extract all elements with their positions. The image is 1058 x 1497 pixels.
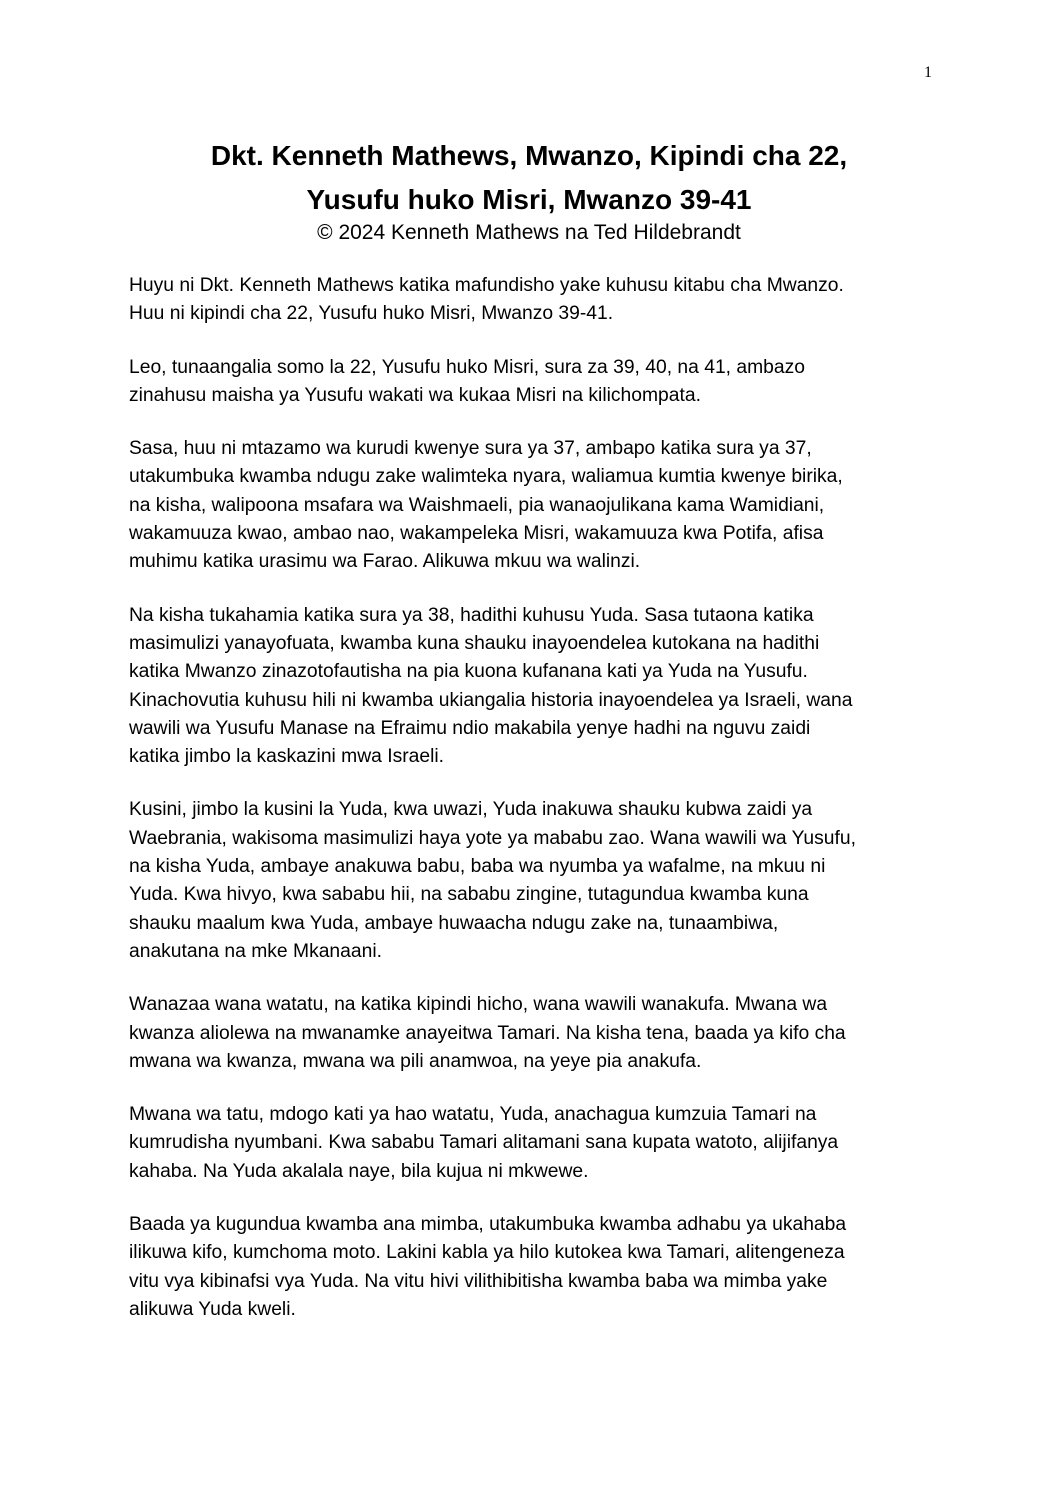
paragraph: Huyu ni Dkt. Kenneth Mathews katika mafundisho yake kuhusu kitabu cha Mwanzo. Huu ni kipindi cha 22, Yusufu huko Misri, Mwanzo 39-41.	[129, 275, 844, 325]
paragraph: Kusini, jimbo la kusini la Yuda, kwa uwazi, Yuda inakuwa shauku kubwa zaidi ya Waebrania, wakisoma masimulizi haya yote ya mababu zao. Wana wawili wa Yusufu, na kisha Yuda, ambaye anakuwa babu, baba wa nyumba ya wafalme, na mkuu ni Yuda. Kwa hivyo, kwa sababu hii, na sababu zingine, tutagundua kwamba kuna shauku maalum kwa Yuda, ambaye huwaacha ndugu zake na, tunaambiwa, anakutana na mke Mkanaani.	[129, 799, 856, 962]
title-line-1: Dkt. Kenneth Mathews, Mwanzo, Kipindi cha 22,	[210, 140, 848, 171]
paragraph: Leo, tunaangalia somo la 22, Yusufu huko Misri, sura za 39, 40, na 41, ambazo zinahusu maisha ya Yusufu wakati wa kukaa Misri na kilichompata.	[129, 356, 805, 406]
copyright-line: © 2024 Kenneth Mathews na Ted Hildebrandt	[317, 221, 741, 244]
paragraph: Na kisha tukahamia katika sura ya 38, hadithi kuhusu Yuda. Sasa tutaona katika masimulizi yanayofuata, kwamba kuna shauku inayoendelea kutokana na hadithi katika Mwanzo zinazotofautisha na pia kuona kufanana kati ya Yuda na Yusufu. Kinachovutia kuhusu hili ni kwamba ukiangalia historia inayoendelea ya Israeli, wana wawili wa Yusufu Manase na Efraimu ndio makabila yenye hadhi na nguvu zaidi katika jimbo la kaskazini mwa Israeli.	[129, 604, 853, 768]
paragraph: Sasa, huu ni mtazamo wa kurudi kwenye sura ya 37, ambapo katika sura ya 37, utakumbuka kwamba ndugu zake walimteka nyara, waliamua kumtia kwenye birika, na kisha, walipoona msafara wa Waishmaeli, pia wanaojulikana kama Wamidiani, wakamuuza kwao, ambao nao, wakampeleka Misri, wakamuuza kwa Potifa, afisa muhimu katika urasimu wa Farao. Alikuwa mkuu wa walinzi.	[129, 438, 843, 573]
paragraph: Mwana wa tatu, mdogo kati ya hao watatu, Yuda, anachagua kumzuia Tamari na kumrudisha nyumbani. Kwa sababu Tamari alitamani sana kupata watoto, alijifanya kahaba. Na Yuda akalala naye, bila kujua ni mkwewe.	[129, 1104, 839, 1182]
document-title	[0, 134, 1058, 222]
page-number: 1	[924, 64, 932, 81]
paragraph: Baada ya kugundua kwamba ana mimba, utakumbuka kwamba adhabu ya ukahaba ilikuwa kifo, kumchoma moto. Lakini kabla ya hilo kutokea kwa Tamari, alitengeneza vitu vya kibinafsi vya Yuda. Na vitu hivi vilithibitisha kwamba baba wa mimba yake alikuwa Yuda kweli.	[129, 1214, 847, 1320]
document-body	[129, 272, 939, 1349]
title-line-2: Yusufu huko Misri, Mwanzo 39-41	[306, 184, 752, 215]
paragraph: Wanazaa wana watatu, na katika kipindi hicho, wana wawili wanakufa. Mwana wa kwanza aliolewa na mwanamke anayeitwa Tamari. Na kisha tena, baada ya kifo cha mwana wa kwanza, mwana wa pili anamwoa, na yeye pia anakufa.	[129, 994, 846, 1072]
